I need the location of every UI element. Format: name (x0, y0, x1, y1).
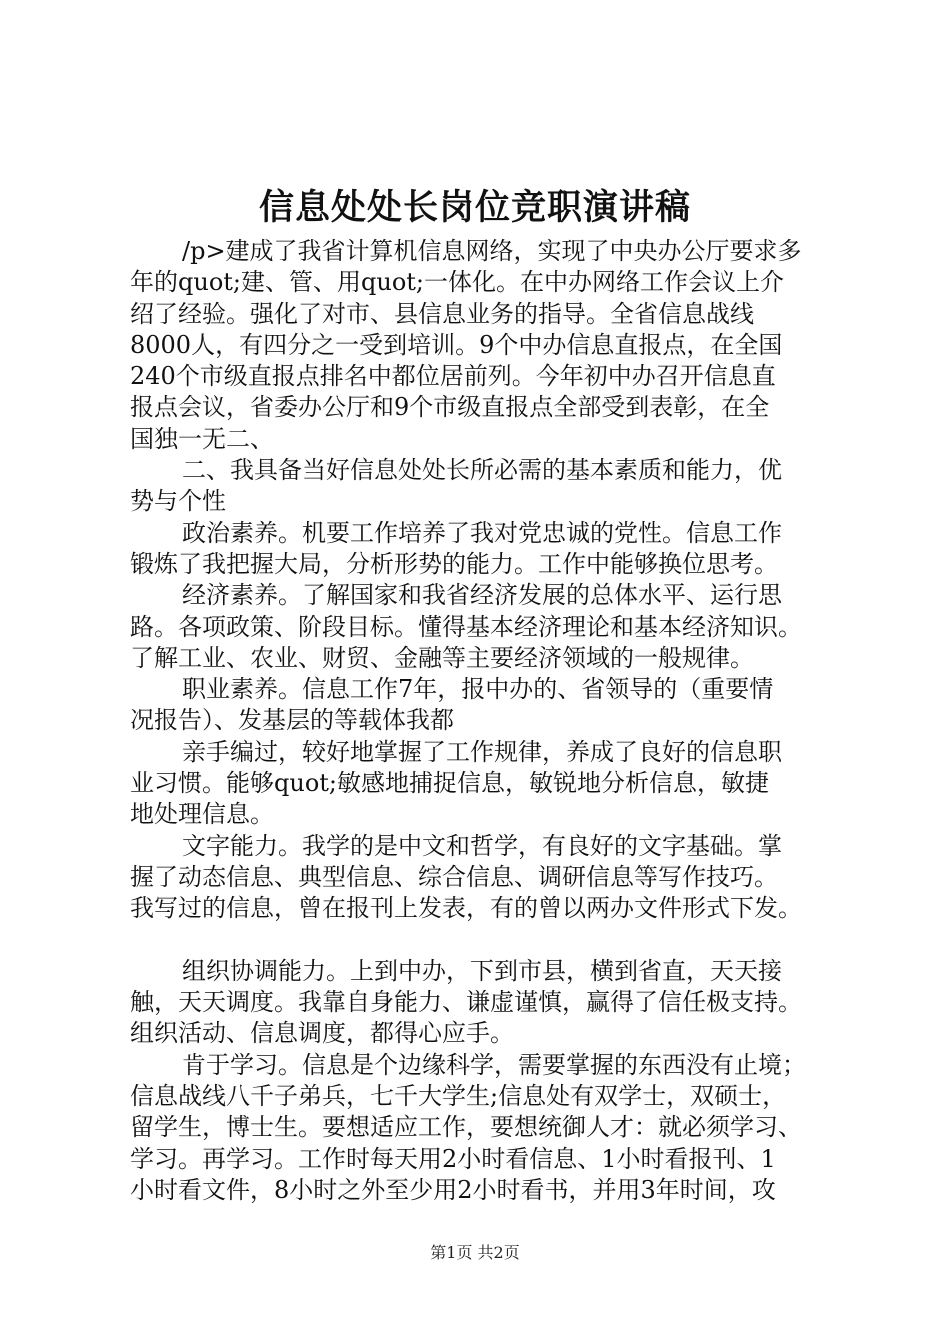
text-line: 亲手编过，较好地掌握了工作规律，养成了良好的信息职 (182, 737, 782, 766)
text-line: 触，天天调度。我靠自身能力、谦虚谨慎，赢得了信任极支持。 (130, 988, 802, 1017)
text-line: 势与个性 (130, 487, 226, 516)
text-line: 握了动态信息、典型信息、综合信息、调研信息等写作技巧。 (130, 862, 778, 891)
document-title: 信息处处长岗位竞职演讲稿 (258, 187, 691, 228)
text-line: 留学生，博士生。要想适应工作，要想统御人才：就必须学习、 (130, 1113, 802, 1142)
text-line: 政治素养。机要工作培养了我对党忠诚的党性。信息工作 (182, 518, 782, 547)
text-line: 绍了经验。强化了对市、县信息业务的指导。全省信息战线 (130, 299, 754, 328)
text-line: 路。各项政策、阶段目标。懂得基本经济理论和基本经济知识。 (130, 612, 802, 641)
text-line: 组织活动、信息调度，都得心应手。 (130, 1019, 514, 1048)
text-line: 年的quot;建、管、用quot;一体化。在中办网络工作会议上介 (130, 268, 784, 297)
text-line: 业习惯。能够quot;敏感地捕捉信息，敏锐地分析信息，敏捷 (130, 769, 769, 798)
paragraph-gap (130, 925, 830, 956)
text-line: 文字能力。我学的是中文和哲学，有良好的文字基础。掌 (182, 831, 782, 860)
document-body (130, 236, 830, 1206)
text-line: 8000人，有四分之一受到培训。9个中办信息直报点，在全国 (130, 330, 783, 359)
text-line: 锻炼了我把握大局，分析形势的能力。工作中能够换位思考。 (130, 549, 778, 578)
text-line: 学习。再学习。工作时每天用2小时看信息、1小时看报刊、1 (130, 1144, 776, 1173)
text-line: /p>建成了我省计算机信息网络，实现了中央办公厅要求多 (182, 237, 802, 265)
text-line: 报点会议，省委办公厅和9个市级直报点全部受到表彰，在全 (130, 393, 770, 422)
text-line: 组织协调能力。上到中办，下到市县，横到省直，天天接 (182, 956, 782, 985)
text-line: 肯于学习。信息是个边缘科学，需要掌握的东西没有止境； (182, 1050, 806, 1079)
text-line: 小时看文件，8小时之外至少用2小时看书，并用3年时间，攻 (130, 1175, 776, 1204)
text-line: 职业素养。信息工作7年，报中办的、省领导的（重要情 (182, 675, 774, 704)
text-line: 地处理信息。 (130, 800, 274, 829)
text-line: 240个市级直报点排名中都位居前列。今年初中办召开信息直 (130, 362, 776, 391)
text-line: 二、我具备当好信息处处长所必需的基本素质和能力，优 (182, 456, 782, 485)
text-line: 了解工业、农业、财贸、金融等主要经济领域的一般规律。 (130, 643, 754, 672)
text-line: 国独一无二、 (130, 424, 274, 453)
text-line: 经济素养。了解国家和我省经济发展的总体水平、运行思 (182, 581, 782, 610)
text-line: 况报告）、发基层的等载体我都 (130, 706, 454, 735)
page-footer: 第1页 共2页 (430, 1243, 520, 1262)
text-line: 信息战线八千子弟兵，七千大学生;信息处有双学士，双硕士， (130, 1082, 787, 1111)
text-line: 我写过的信息，曾在报刊上发表，有的曾以两办文件形式下发。 (130, 894, 802, 923)
